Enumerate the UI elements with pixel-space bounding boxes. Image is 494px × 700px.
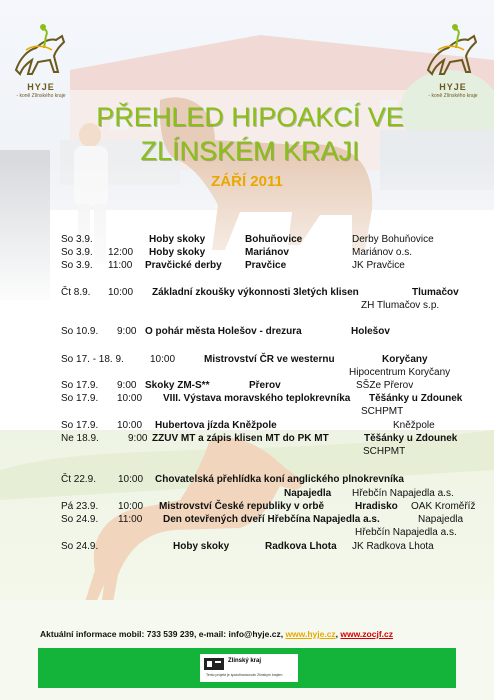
link-separator: , [335, 629, 341, 639]
zlinsky-kraj-logo [200, 654, 298, 682]
event-name: O pohár města Holešov - drezura [145, 326, 302, 337]
event-organizer: SCHPMT [363, 446, 406, 457]
event-time: 11:00 [108, 260, 133, 271]
event-time: 10:00 [150, 354, 176, 365]
event-date: So 17.9. [61, 420, 99, 431]
page-subtitle: ZÁŘÍ 2011 [211, 173, 283, 190]
hyje-logo-left [6, 20, 76, 110]
event-place: Těšánky u Zdounek [369, 393, 463, 404]
event-place: Napajedla [418, 514, 464, 525]
event-name: ZZUV MT a zápis klisen MT do PK MT [152, 433, 329, 444]
event-name: Mistrovství České republiky v orbě [159, 501, 325, 512]
banner-brand: Zlínský kraj [228, 658, 262, 664]
event-place: Koryčany [382, 354, 428, 365]
event-place: Pravčice [245, 260, 287, 271]
event-name: Den otevřených dveří Hřebčína Napajedla a.s. [163, 514, 380, 525]
event-time: 10:00 [117, 393, 143, 404]
hyje-link[interactable]: www.hyje.cz [285, 629, 336, 639]
event-date: Pá 23.9. [61, 501, 99, 512]
event-name: Mistrovství ČR ve westernu [204, 354, 335, 365]
event-date: So 17.9. [61, 393, 99, 404]
event-time: 9:00 [117, 380, 137, 391]
event-time: 10:00 [108, 287, 134, 298]
event-organizer: JK Radkova Lhota [352, 541, 434, 552]
event-date: So 17. - 18. 9. [61, 354, 124, 365]
region-emblem-icon [204, 658, 224, 670]
event-date: So 24.9. [61, 541, 99, 552]
event-organizer: SŠZe Přerov [356, 380, 414, 391]
event-name: Hoby skoky [173, 541, 230, 552]
event-date: Čt 8.9. [61, 287, 91, 298]
event-organizer: JK Pravčice [352, 260, 405, 271]
event-place: Hradisko [355, 501, 398, 512]
horse-rider-icon [418, 20, 488, 82]
event-date: So 17.9. [61, 380, 99, 391]
contact-text: Aktuální informace mobil: 733 539 239, e-mail: info@hyje.cz, [40, 629, 284, 639]
zocjf-link[interactable]: www.zocjf.cz [340, 629, 393, 639]
event-date: So 3.9. [61, 260, 93, 271]
event-place: Těšánky u Zdounek [364, 433, 458, 444]
event-time: 10:00 [117, 420, 143, 431]
logo-brand: HYJE [27, 82, 55, 92]
event-date: So 24.9. [61, 514, 99, 525]
event-organizer: Kněžpole [393, 420, 435, 431]
event-name: VIII. Výstava moravského teplokrevníka [163, 393, 351, 404]
event-name: Chovatelská přehlídka koní anglického plnokrevníka [155, 474, 404, 485]
event-organizer: Derby Bohuňovice [352, 234, 434, 245]
event-time: 9:00 [117, 326, 137, 337]
contact-info [40, 629, 393, 639]
event-place: Přerov [249, 380, 281, 391]
event-name: Pravčické derby [145, 260, 222, 271]
banner-note: Tento projekt je spolufinancován Zlínským krajem [206, 673, 283, 677]
event-time: 12:00 [108, 247, 134, 258]
horse-rider-icon [6, 20, 76, 82]
event-name: Skoky ZM-S** [145, 380, 210, 391]
event-organizer: ZH Tlumačov s.p. [361, 300, 440, 311]
page-title-line-2: ZLÍNSKÉM KRAJI [140, 136, 360, 166]
event-organizer: SCHPMT [361, 406, 404, 417]
page-title-line-1: PŘEHLED HIPOAKCÍ VE [96, 102, 404, 132]
logo-subtitle: - koně Zlínského kraje [16, 93, 66, 99]
event-organizer: OAK Kroměříž [411, 501, 476, 512]
event-date: So 3.9. [61, 247, 93, 258]
event-place: Mariánov [245, 247, 289, 258]
logo-brand: HYJE [439, 82, 467, 92]
event-name: Hubertova jízda Kněžpole [155, 420, 277, 431]
event-organizer: Mariánov o.s. [352, 247, 413, 258]
event-time: 10:00 [118, 501, 144, 512]
event-name: Základní zkoušky výkonnosti 3letých klisen [152, 287, 359, 298]
event-time: 9:00 [128, 433, 148, 444]
event-place: Holešov [351, 326, 390, 337]
event-name: Hoby skoky [149, 234, 206, 245]
event-place: Napajedla [284, 488, 332, 499]
hyje-logo-right [418, 20, 488, 110]
event-organizer: Hřebčín Napajedla a.s. [352, 488, 454, 499]
logo-subtitle: - koně Zlínského kraje [428, 93, 478, 99]
event-date: So 3.9. [61, 234, 93, 245]
event-date: Čt 22.9. [61, 474, 97, 485]
event-place: Radkova Lhota [265, 541, 337, 552]
sponsor-banner [38, 648, 456, 688]
event-place: Bohuňovice [245, 234, 303, 245]
event-place: Tlumačov [412, 287, 459, 298]
event-organizer: Hipocentrum Koryčany [349, 367, 451, 378]
event-date: Ne 18.9. [61, 433, 99, 444]
event-date: So 10.9. [61, 326, 99, 337]
event-time: 10:00 [118, 474, 144, 485]
event-organizer: Hřebčín Napajedla a.s. [355, 527, 457, 538]
event-time: 11:00 [118, 514, 143, 525]
event-name: Hoby skoky [149, 247, 206, 258]
